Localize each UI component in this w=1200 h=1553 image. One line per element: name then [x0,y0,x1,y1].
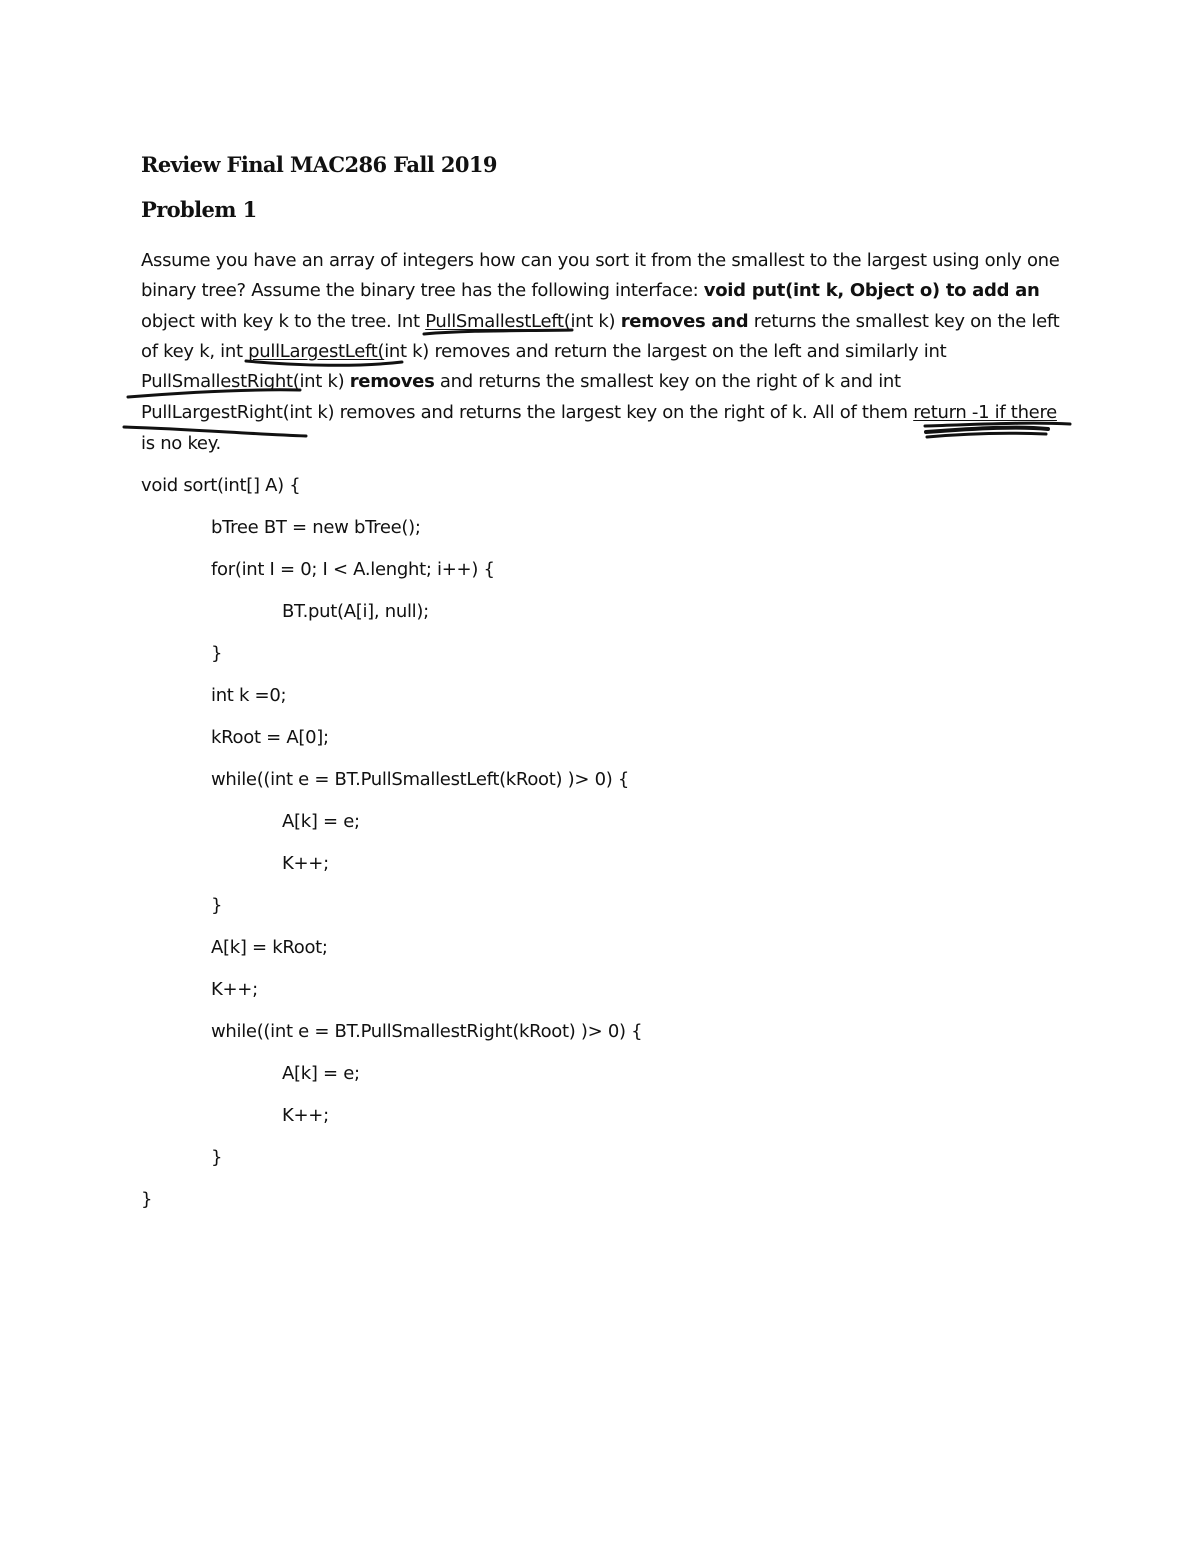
code-line: void sort(int[] A) { [141,475,301,496]
method-name-pull-smallest-left: PullSmallestLeft( [425,311,571,332]
paragraph-line-1 [141,250,1060,272]
paragraph-line-5 [141,371,901,393]
paragraph-line-3 [141,311,1059,333]
code-line: for(int I = 0; I < A.lenght; i++) { [211,559,495,580]
code-line: A[k] = kRoot; [211,937,328,958]
paragraph-bold-text: removes [349,371,435,392]
method-name-pull-smallest-right: PullSmallestRight [141,371,293,392]
paragraph-text: int k) [570,311,621,332]
paragraph-line-6 [141,402,1057,424]
paragraph-text: Assume you have an array of integers how can you sort it from the smallest to the largest using only one [141,250,1060,271]
code-line: bTree BT = new bTree(); [211,517,421,538]
paragraph-text: (int k) [292,371,350,392]
paragraph-line-7 [141,433,221,455]
code-line: K++; [282,1105,329,1126]
return-note: return -1 if there [913,402,1057,423]
paragraph-bold-text: void put(int k, Object o) to add an [703,280,1040,301]
code-line: kRoot = A[0]; [211,727,329,748]
code-line: K++; [282,853,329,874]
code-line: while((int e = BT.PullSmallestLeft(kRoot) )> 0) { [211,769,630,790]
code-line: } [211,643,223,664]
paragraph-text: int k) removes and return the largest on the left and similarly int [384,341,947,362]
paragraph-line-4 [141,341,946,363]
paragraph-text: is no key. [141,433,221,454]
paragraph-text: returns the smallest key on the left [748,311,1060,332]
paragraph-text: of key k, int [141,341,249,362]
paragraph-line-2 [141,280,1040,302]
ink-scribble-return [927,433,1046,437]
code-line: A[k] = e; [282,811,360,832]
code-line: A[k] = e; [282,1063,360,1084]
code-line: } [141,1189,153,1210]
paragraph-text: object with key k to the tree. Int [141,311,426,332]
problem-heading: Problem 1 [141,197,257,222]
code-line: int k =0; [211,685,287,706]
code-line: BT.put(A[i], null); [282,601,429,622]
paragraph-bold-text: removes and [620,311,749,332]
code-line: K++; [211,979,258,1000]
method-name-pull-largest-left: pullLargestLeft( [248,341,385,362]
ink-scribble-return [926,428,1048,432]
code-line: } [211,1147,223,1168]
paragraph-text: and returns the smallest key on the right of k and int [434,371,901,392]
document-title: Review Final MAC286 Fall 2019 [141,152,497,177]
paragraph-text: binary tree? Assume the binary tree has the following interface: [141,280,704,301]
code-line: while((int e = BT.PullSmallestRight(kRoot) )> 0) { [211,1021,643,1042]
paragraph-text: PullLargestRight(int k) removes and returns the largest key on the right of k. All of them [141,402,914,423]
code-line: } [211,895,223,916]
